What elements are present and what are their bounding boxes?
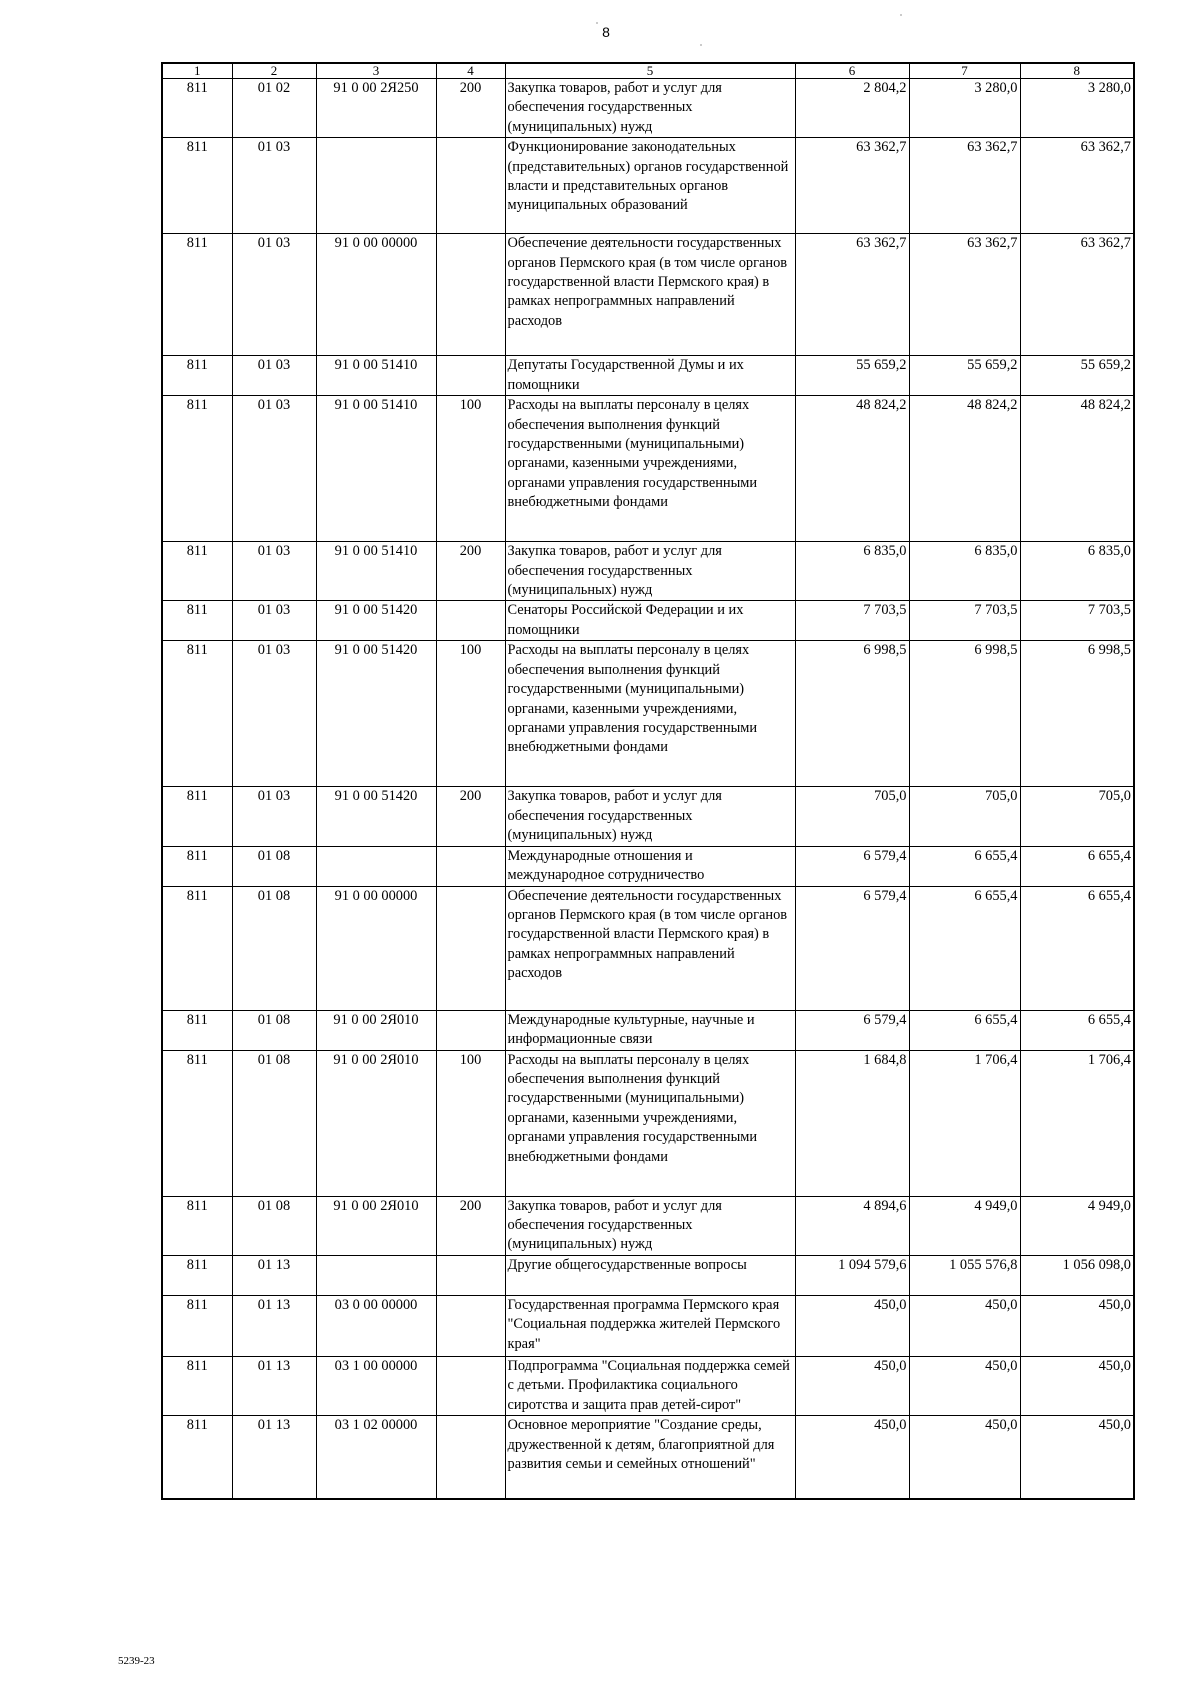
table-cell-col-8: 6 655,4 bbox=[1020, 1010, 1134, 1050]
table-cell-col-5: Закупка товаров, работ и услуг для обеспечения государственных (муниципальных) нужд bbox=[505, 542, 795, 601]
table-cell-col-8: 6 998,5 bbox=[1020, 641, 1134, 787]
table-cell-col-7: 7 703,5 bbox=[909, 601, 1020, 641]
table-cell-col-2: 01 13 bbox=[232, 1356, 316, 1415]
table-cell-col-7: 6 655,4 bbox=[909, 886, 1020, 1010]
table-cell-col-1: 811 bbox=[162, 79, 232, 138]
table-cell-col-4: 200 bbox=[436, 542, 505, 601]
table-cell-col-1: 811 bbox=[162, 1010, 232, 1050]
table-cell-col-4 bbox=[436, 234, 505, 356]
document-code: 5239-23 bbox=[118, 1655, 155, 1667]
table-cell-col-5: Обеспечение деятельности государственных органов Пермского края (в том числе органов государственной власти Пермского края) в рамках непрограммных направлений расходов bbox=[505, 234, 795, 356]
table-cell-col-3 bbox=[316, 1255, 436, 1295]
table-cell-col-4 bbox=[436, 356, 505, 396]
table-cell-col-3: 91 0 00 51420 bbox=[316, 787, 436, 846]
table-cell-col-2: 01 03 bbox=[232, 787, 316, 846]
budget-table bbox=[161, 62, 1135, 1500]
table-cell-col-1: 811 bbox=[162, 641, 232, 787]
table-cell-col-5: Расходы на выплаты персоналу в целях обеспечения выполнения функций государственными (муниципальными) органами, казенными учреждениями, органами управления государственными внебюджетными фондами bbox=[505, 641, 795, 787]
table-cell-col-8: 4 949,0 bbox=[1020, 1196, 1134, 1255]
table-cell-col-8: 450,0 bbox=[1020, 1416, 1134, 1499]
table-row bbox=[162, 356, 1134, 396]
table-cell-col-5: Закупка товаров, работ и услуг для обеспечения государственных (муниципальных) нужд bbox=[505, 79, 795, 138]
column-header: 3 bbox=[316, 63, 436, 79]
table-cell-col-8: 6 655,4 bbox=[1020, 846, 1134, 886]
table-cell-col-7: 48 824,2 bbox=[909, 396, 1020, 542]
table-cell-col-5: Расходы на выплаты персоналу в целях обеспечения выполнения функций государственными (муниципальными) органами, казенными учреждениями, органами управления государственными внебюджетными фондами bbox=[505, 1050, 795, 1196]
table-row bbox=[162, 601, 1134, 641]
table-cell-col-2: 01 08 bbox=[232, 1196, 316, 1255]
table-cell-col-7: 6 835,0 bbox=[909, 542, 1020, 601]
table-cell-col-2: 01 08 bbox=[232, 846, 316, 886]
table-cell-col-6: 450,0 bbox=[795, 1356, 909, 1415]
table-cell-col-1: 811 bbox=[162, 234, 232, 356]
table-cell-col-2: 01 08 bbox=[232, 886, 316, 1010]
table-cell-col-2: 01 03 bbox=[232, 601, 316, 641]
table-cell-col-8: 63 362,7 bbox=[1020, 138, 1134, 234]
table-cell-col-7: 6 655,4 bbox=[909, 846, 1020, 886]
table-cell-col-3: 91 0 00 2Я010 bbox=[316, 1196, 436, 1255]
table-cell-col-8: 55 659,2 bbox=[1020, 356, 1134, 396]
table-cell-col-2: 01 03 bbox=[232, 356, 316, 396]
table-cell-col-3: 91 0 00 2Я010 bbox=[316, 1050, 436, 1196]
table-cell-col-8: 6 835,0 bbox=[1020, 542, 1134, 601]
table-row bbox=[162, 1196, 1134, 1255]
table-cell-col-1: 811 bbox=[162, 1295, 232, 1356]
table-cell-col-4 bbox=[436, 1255, 505, 1295]
table-cell-col-8: 1 706,4 bbox=[1020, 1050, 1134, 1196]
table-cell-col-4 bbox=[436, 601, 505, 641]
table-cell-col-6: 63 362,7 bbox=[795, 138, 909, 234]
table-cell-col-5: Закупка товаров, работ и услуг для обеспечения государственных (муниципальных) нужд bbox=[505, 787, 795, 846]
table-cell-col-8: 48 824,2 bbox=[1020, 396, 1134, 542]
table-cell-col-7: 1 055 576,8 bbox=[909, 1255, 1020, 1295]
table-cell-col-4: 100 bbox=[436, 641, 505, 787]
table-cell-col-6: 6 835,0 bbox=[795, 542, 909, 601]
table-row bbox=[162, 641, 1134, 787]
table-cell-col-8: 3 280,0 bbox=[1020, 79, 1134, 138]
table-cell-col-3: 91 0 00 51410 bbox=[316, 356, 436, 396]
table-cell-col-3: 03 0 00 00000 bbox=[316, 1295, 436, 1356]
table-cell-col-4 bbox=[436, 138, 505, 234]
table-cell-col-5: Обеспечение деятельности государственных органов Пермского края (в том числе органов государственной власти Пермского края) в рамках непрограммных направлений расходов bbox=[505, 886, 795, 1010]
table-cell-col-6: 4 894,6 bbox=[795, 1196, 909, 1255]
table-cell-col-7: 450,0 bbox=[909, 1416, 1020, 1499]
table-cell-col-8: 63 362,7 bbox=[1020, 234, 1134, 356]
table-cell-col-1: 811 bbox=[162, 1416, 232, 1499]
table-cell-col-8: 450,0 bbox=[1020, 1295, 1134, 1356]
table-cell-col-2: 01 08 bbox=[232, 1050, 316, 1196]
table-cell-col-1: 811 bbox=[162, 886, 232, 1010]
table-cell-col-2: 01 13 bbox=[232, 1255, 316, 1295]
table-cell-col-2: 01 13 bbox=[232, 1295, 316, 1356]
table-cell-col-4 bbox=[436, 1356, 505, 1415]
column-header: 7 bbox=[909, 63, 1020, 79]
table-cell-col-8: 6 655,4 bbox=[1020, 886, 1134, 1010]
table-cell-col-3: 91 0 00 51410 bbox=[316, 542, 436, 601]
table-row bbox=[162, 1255, 1134, 1295]
table-cell-col-3: 91 0 00 51420 bbox=[316, 601, 436, 641]
column-header: 2 bbox=[232, 63, 316, 79]
table-cell-col-2: 01 03 bbox=[232, 234, 316, 356]
table-row bbox=[162, 1416, 1134, 1499]
table-cell-col-1: 811 bbox=[162, 787, 232, 846]
table-cell-col-6: 55 659,2 bbox=[795, 356, 909, 396]
table-cell-col-7: 55 659,2 bbox=[909, 356, 1020, 396]
table-cell-col-5: Другие общегосударственные вопросы bbox=[505, 1255, 795, 1295]
table-cell-col-8: 450,0 bbox=[1020, 1356, 1134, 1415]
table-cell-col-6: 63 362,7 bbox=[795, 234, 909, 356]
table-cell-col-7: 450,0 bbox=[909, 1356, 1020, 1415]
table-cell-col-1: 811 bbox=[162, 846, 232, 886]
table-cell-col-4 bbox=[436, 1416, 505, 1499]
scan-speck bbox=[596, 22, 598, 24]
table-cell-col-7: 705,0 bbox=[909, 787, 1020, 846]
table-cell-col-7: 63 362,7 bbox=[909, 234, 1020, 356]
column-header: 6 bbox=[795, 63, 909, 79]
table-cell-col-3: 03 1 00 00000 bbox=[316, 1356, 436, 1415]
table-cell-col-5: Государственная программа Пермского края "Социальная поддержка жителей Пермского края" bbox=[505, 1295, 795, 1356]
table-cell-col-1: 811 bbox=[162, 542, 232, 601]
scan-speck bbox=[700, 44, 702, 46]
table-cell-col-3: 91 0 00 51420 bbox=[316, 641, 436, 787]
table-cell-col-8: 7 703,5 bbox=[1020, 601, 1134, 641]
table-header-row bbox=[162, 63, 1134, 79]
table-cell-col-8: 1 056 098,0 bbox=[1020, 1255, 1134, 1295]
table-cell-col-6: 6 579,4 bbox=[795, 886, 909, 1010]
table-cell-col-5: Международные отношения и международное сотрудничество bbox=[505, 846, 795, 886]
table-cell-col-2: 01 03 bbox=[232, 138, 316, 234]
table-cell-col-1: 811 bbox=[162, 356, 232, 396]
table-cell-col-6: 450,0 bbox=[795, 1295, 909, 1356]
table-cell-col-3: 91 0 00 00000 bbox=[316, 234, 436, 356]
table-cell-col-4: 100 bbox=[436, 1050, 505, 1196]
table-cell-col-5: Расходы на выплаты персоналу в целях обеспечения выполнения функций государственными (муниципальными) органами, казенными учреждениями, органами управления государственными внебюджетными фондами bbox=[505, 396, 795, 542]
table-cell-col-4 bbox=[436, 846, 505, 886]
table-cell-col-4: 200 bbox=[436, 1196, 505, 1255]
table-cell-col-7: 6 998,5 bbox=[909, 641, 1020, 787]
column-header: 8 bbox=[1020, 63, 1134, 79]
table-cell-col-6: 450,0 bbox=[795, 1416, 909, 1499]
table-cell-col-7: 3 280,0 bbox=[909, 79, 1020, 138]
table-row bbox=[162, 396, 1134, 542]
table-cell-col-6: 1 094 579,6 bbox=[795, 1255, 909, 1295]
table-cell-col-2: 01 03 bbox=[232, 542, 316, 601]
table-cell-col-5: Функционирование законодательных (представительных) органов государственной власти и представительных органов муниципальных образований bbox=[505, 138, 795, 234]
table-row bbox=[162, 787, 1134, 846]
table-cell-col-6: 6 579,4 bbox=[795, 846, 909, 886]
table-cell-col-6: 7 703,5 bbox=[795, 601, 909, 641]
table-cell-col-1: 811 bbox=[162, 1196, 232, 1255]
table-cell-col-6: 48 824,2 bbox=[795, 396, 909, 542]
table-row bbox=[162, 542, 1134, 601]
table-cell-col-2: 01 03 bbox=[232, 396, 316, 542]
table-cell-col-7: 4 949,0 bbox=[909, 1196, 1020, 1255]
table-cell-col-6: 2 804,2 bbox=[795, 79, 909, 138]
table-cell-col-6: 705,0 bbox=[795, 787, 909, 846]
column-header: 4 bbox=[436, 63, 505, 79]
table-cell-col-3: 03 1 02 00000 bbox=[316, 1416, 436, 1499]
table-cell-col-7: 1 706,4 bbox=[909, 1050, 1020, 1196]
table-cell-col-4 bbox=[436, 1010, 505, 1050]
table-row bbox=[162, 1050, 1134, 1196]
table-cell-col-1: 811 bbox=[162, 601, 232, 641]
table-cell-col-4 bbox=[436, 886, 505, 1010]
page-number: 8 bbox=[602, 24, 610, 40]
table-cell-col-3: 91 0 00 2Я250 bbox=[316, 79, 436, 138]
table-cell-col-3: 91 0 00 2Я010 bbox=[316, 1010, 436, 1050]
table-cell-col-3: 91 0 00 00000 bbox=[316, 886, 436, 1010]
table-cell-col-2: 01 03 bbox=[232, 641, 316, 787]
table-cell-col-5: Сенаторы Российской Федерации и их помощники bbox=[505, 601, 795, 641]
table-cell-col-6: 6 579,4 bbox=[795, 1010, 909, 1050]
table-cell-col-5: Депутаты Государственной Думы и их помощники bbox=[505, 356, 795, 396]
table-cell-col-6: 6 998,5 bbox=[795, 641, 909, 787]
table-cell-col-5: Подпрограмма "Социальная поддержка семей с детьми. Профилактика социального сиротства и защита прав детей-сирот" bbox=[505, 1356, 795, 1415]
table-row bbox=[162, 886, 1134, 1010]
table-cell-col-3 bbox=[316, 846, 436, 886]
table-cell-col-3 bbox=[316, 138, 436, 234]
table-cell-col-7: 6 655,4 bbox=[909, 1010, 1020, 1050]
table-cell-col-4: 100 bbox=[436, 396, 505, 542]
table-row bbox=[162, 138, 1134, 234]
table-cell-col-8: 705,0 bbox=[1020, 787, 1134, 846]
table-cell-col-5: Закупка товаров, работ и услуг для обеспечения государственных (муниципальных) нужд bbox=[505, 1196, 795, 1255]
column-header: 5 bbox=[505, 63, 795, 79]
table-cell-col-4 bbox=[436, 1295, 505, 1356]
table-cell-col-2: 01 08 bbox=[232, 1010, 316, 1050]
table-cell-col-5: Международные культурные, научные и информационные связи bbox=[505, 1010, 795, 1050]
table-cell-col-1: 811 bbox=[162, 1356, 232, 1415]
table-cell-col-1: 811 bbox=[162, 138, 232, 234]
table-row bbox=[162, 79, 1134, 138]
table-cell-col-5: Основное мероприятие "Создание среды, дружественной к детям, благоприятной для развития семьи и семейных отношений" bbox=[505, 1416, 795, 1499]
table-cell-col-1: 811 bbox=[162, 1255, 232, 1295]
scan-speck bbox=[900, 14, 902, 16]
table-row bbox=[162, 846, 1134, 886]
table-cell-col-7: 450,0 bbox=[909, 1295, 1020, 1356]
table-row bbox=[162, 234, 1134, 356]
column-header: 1 bbox=[162, 63, 232, 79]
table-cell-col-4: 200 bbox=[436, 787, 505, 846]
table-cell-col-7: 63 362,7 bbox=[909, 138, 1020, 234]
table-cell-col-3: 91 0 00 51410 bbox=[316, 396, 436, 542]
table-cell-col-1: 811 bbox=[162, 396, 232, 542]
table-cell-col-2: 01 02 bbox=[232, 79, 316, 138]
table-row bbox=[162, 1295, 1134, 1356]
table-row bbox=[162, 1356, 1134, 1415]
table-cell-col-1: 811 bbox=[162, 1050, 232, 1196]
table-cell-col-2: 01 13 bbox=[232, 1416, 316, 1499]
table-body bbox=[162, 79, 1134, 1499]
table-cell-col-4: 200 bbox=[436, 79, 505, 138]
table-row bbox=[162, 1010, 1134, 1050]
table-cell-col-6: 1 684,8 bbox=[795, 1050, 909, 1196]
